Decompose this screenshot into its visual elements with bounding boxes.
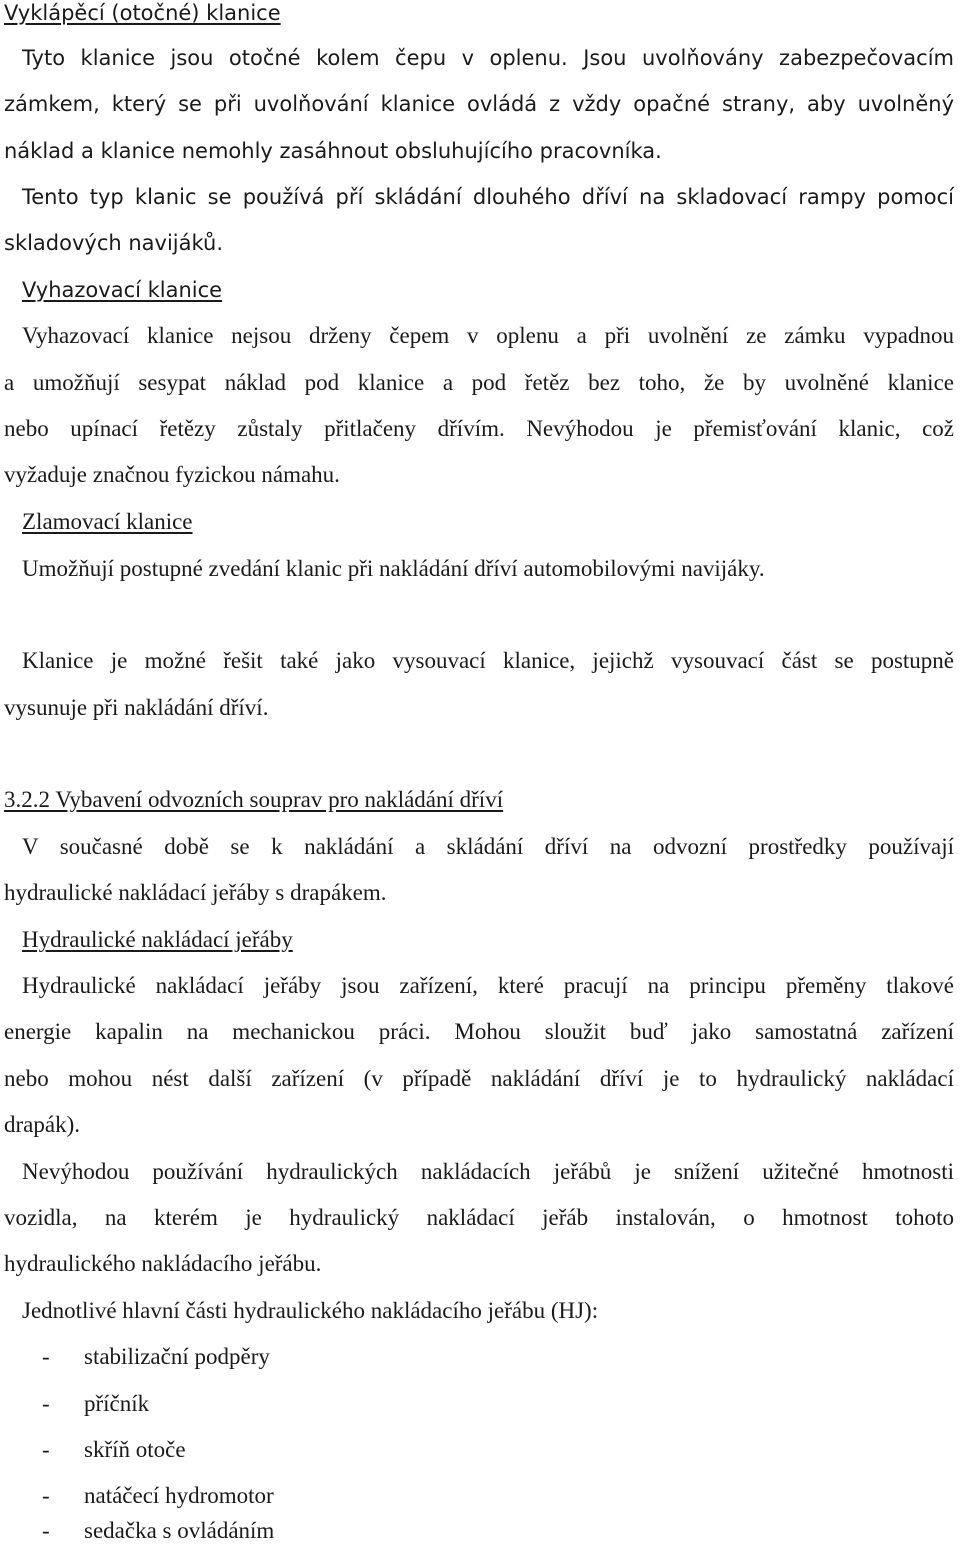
vybaveni-p1-line2: hydraulické nakládací jeřáby s drapákem. xyxy=(4,880,387,905)
zlamovaci-p1-line1: Umožňují postupné zvedání klanic při nakládání dříví automobilovými navijáky. xyxy=(22,556,765,581)
vyklapeci-p2-line2: skladových navijáků. xyxy=(4,231,224,255)
list-item xyxy=(0,1427,960,1473)
heading-zlamovaci xyxy=(0,499,960,545)
vybaveni-p1-line1: V současné době se k nakládání a skládání dříví na odvozní prostředky používají xyxy=(22,834,954,859)
list-bullet: - xyxy=(42,1344,50,1369)
heading-vyklapeci-text: Vyklápěcí (otočné) klanice xyxy=(4,1,281,25)
list-item xyxy=(0,1381,960,1427)
hydraulicke-p2-line3: hydraulického nakládacího jeřábu. xyxy=(4,1251,322,1276)
hydraulicke-p1-line3: nebo mohou nést další zařízení (v případě nakládání dříví je to hydraulický nakládací xyxy=(4,1066,954,1091)
vyklapeci-p2-line1: Tento typ klanic se používá pří skládání dlouhého dříví na skladovací rampy pomocí xyxy=(22,185,954,209)
hydraulicke-p2-line2: vozidla, na kterém je hydraulický nakládací jeřáb instalován, o hmotnost tohoto xyxy=(4,1205,954,1230)
heading-vyhazovaci xyxy=(0,267,960,313)
list-bullet: - xyxy=(42,1437,50,1462)
list-item-text: natáčecí hydromotor xyxy=(84,1483,274,1508)
heading-hydraulicke-text: Hydraulické nakládací jeřáby xyxy=(22,927,293,952)
vyhazovaci-p1-line2: a umožňují sesypat náklad pod klanice a pod řetěz bez toho, že by uvolněné klanice xyxy=(4,370,954,395)
heading-vyhazovaci-text: Vyhazovací klanice xyxy=(22,278,223,302)
vyklapeci-p1-line1: Tyto klanice jsou otočné kolem čepu v oplenu. Jsou uvolňovány zabezpečovacím xyxy=(22,46,954,70)
list-item-text: příčník xyxy=(84,1391,150,1416)
heading-vybaveni xyxy=(0,777,960,823)
list-bullet: - xyxy=(42,1518,50,1543)
list-bullet: - xyxy=(42,1483,50,1508)
heading-vybaveni-text: 3.2.2 Vybavení odvozních souprav pro nakládání dříví xyxy=(4,787,504,812)
vyklapeci-p1-line3: náklad a klanice nemohly zasáhnout obsluhujícího pracovníka. xyxy=(4,139,662,163)
list-item-text: skříň otoče xyxy=(84,1437,186,1462)
vyhazovaci-p1-line1: Vyhazovací klanice nejsou drženy čepem v oplenu a při uvolnění ze zámku vypadnou xyxy=(22,323,954,348)
hydraulicke-p1-line2: energie kapalin na mechanickou práci. Mohou sloužit buď jako samostatná zařízení xyxy=(4,1019,954,1044)
hydraulicke-p2-line1: Nevýhodou používání hydraulických nakládacích jeřábů je snížení užitečné hmotnosti xyxy=(22,1159,954,1184)
heading-zlamovaci-text: Zlamovací klanice xyxy=(22,509,193,534)
vyklapeci-p1-line2: zámkem, který se při uvolňování klanice ovládá z vždy opačné strany, aby uvolněný xyxy=(4,92,954,116)
list-item-text: stabilizační podpěry xyxy=(84,1344,270,1369)
heading-vyklapeci xyxy=(0,0,960,36)
hydraulicke-p1-line4: drapák). xyxy=(4,1112,80,1137)
hydraulicke-p3-line1: Jednotlivé hlavní části hydraulického nakládacího jeřábu (HJ): xyxy=(22,1298,599,1323)
heading-hydraulicke xyxy=(0,917,960,963)
list-item xyxy=(0,1334,960,1380)
hydraulicke-p1-line1: Hydraulické nakládací jeřáby jsou zařízení, které pracují na principu přeměny tlakové xyxy=(22,973,954,998)
zlamovaci-p2-line2: vysunuje při nakládání dříví. xyxy=(4,695,269,720)
vyhazovaci-p1-line4: vyžaduje značnou fyzickou námahu. xyxy=(4,462,340,487)
list-bullet: - xyxy=(42,1391,50,1416)
vyhazovaci-p1-line3: nebo upínací řetězy zůstaly přitlačeny dřívím. Nevýhodou je přemisťování klanic, což xyxy=(4,416,954,441)
zlamovaci-p2-line1: Klanice je možné řešit také jako vysouvací klanice, jejichž vysouvací část se postupně xyxy=(22,648,954,673)
list-item xyxy=(0,1508,960,1554)
list-item-text: sedačka s ovládáním xyxy=(84,1518,275,1543)
